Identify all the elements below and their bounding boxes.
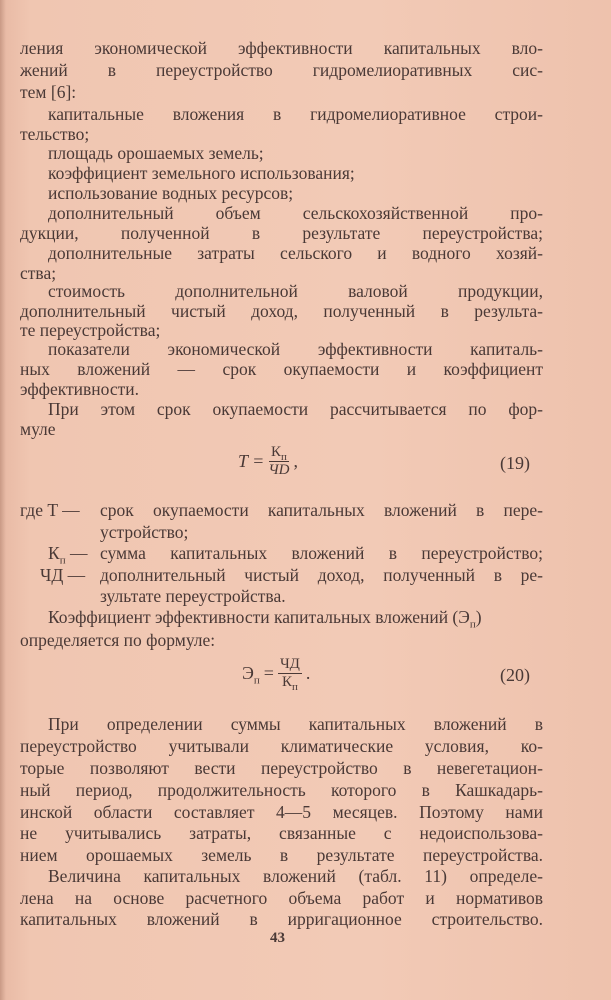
- equation-number: (20): [500, 665, 530, 685]
- subscript: п: [291, 681, 298, 693]
- text-line: При определении суммы капитальных вложений в: [48, 714, 543, 734]
- punct: .: [305, 663, 311, 683]
- text: ): [475, 607, 482, 627]
- symbol: К: [281, 674, 292, 690]
- text-line: капитальных вложений в ирригационное строительство.: [20, 909, 543, 929]
- denominator: [282, 674, 298, 691]
- text-line: дополнительные затраты сельского и водного хозяй-: [48, 243, 543, 263]
- label-text: К: [48, 543, 60, 563]
- numerator: [269, 444, 289, 462]
- definition-label: [48, 543, 88, 567]
- definition-text: сумма капитальных вложений в переустройство;: [100, 543, 543, 563]
- text-line: переустройство учитывали климатические условия, ко-: [20, 736, 543, 756]
- definition-label: ЧД —: [40, 565, 86, 585]
- subscript: п: [253, 674, 260, 687]
- label-dash: —: [65, 543, 88, 563]
- text-line: Величина капитальных вложений (табл. 11) определе-: [48, 866, 543, 886]
- text-line: не учитывались затраты, связанные с недоиспользова-: [20, 823, 543, 843]
- text-line: торые позволяют вести переустройство в невегетацион-: [20, 758, 543, 778]
- text-line: эффективности.: [20, 379, 140, 399]
- fraction: [278, 656, 302, 691]
- page-number: 43: [270, 930, 285, 946]
- definition-text: срок окупаемости капитальных вложений в пере-: [100, 500, 543, 520]
- text-line: определяется по формуле:: [20, 630, 216, 650]
- text-line: ных вложений — срок окупаемости и коэффициент: [20, 359, 543, 379]
- equals: =: [263, 663, 274, 683]
- text-line: ления экономической эффективности капитальных вло-: [20, 38, 543, 58]
- definition-text: устройство;: [100, 522, 189, 542]
- text-line: ства;: [20, 263, 57, 283]
- text-line: тельство;: [20, 124, 90, 144]
- text-line: муле: [20, 419, 56, 439]
- text: Коэффициент эффективности капитальных вложений (Э: [48, 607, 470, 627]
- subscript: п: [469, 618, 476, 631]
- formula-lhs: T =: [238, 451, 265, 471]
- text-line: дополнительный объем сельскохозяйственной про-: [48, 203, 543, 223]
- numerator-symbol: К: [270, 444, 281, 460]
- text-line: лена на основе расчетного объема работ и нормативов: [20, 888, 543, 908]
- fraction: [268, 444, 289, 479]
- text-line: капитальные вложения в гидромелиоративное строи-: [48, 104, 543, 124]
- text-line: инской области составляет 4—5 месяцев. Поэтому нами: [20, 802, 543, 822]
- punct: ,: [293, 451, 299, 471]
- text-line: использование водных ресурсов;: [48, 183, 294, 203]
- text-line: [48, 607, 543, 631]
- text-line: площадь орошаемых земель;: [48, 143, 264, 163]
- denominator: ЧD: [268, 462, 290, 478]
- numerator: ЧД: [279, 656, 300, 672]
- formula-lhs: [242, 663, 260, 687]
- text-line: коэффициент земельного использования;: [48, 163, 355, 183]
- text-line: жений в переустройство гидромелиоративных сис-: [20, 60, 543, 80]
- symbol: Э: [242, 663, 254, 683]
- text-line: ный период, продолжительность которого в Кашкадарь-: [20, 780, 543, 800]
- subscript: п: [59, 554, 66, 567]
- subscript: п: [280, 451, 287, 463]
- definition-text: зультате переустройства.: [100, 586, 286, 606]
- text-line: тем [6]:: [20, 82, 77, 102]
- text-line: дополнительный чистый доход, полученный в результа-: [20, 301, 543, 321]
- text-line: дукции, полученной в результате переустройства;: [20, 223, 543, 243]
- text-line: нием орошаемых земель в результате переустройства.: [20, 845, 543, 865]
- equation-number: (19): [500, 453, 530, 473]
- definition-text: дополнительный чистый доход, полученный в ре-: [100, 565, 543, 585]
- text-line: При этом срок окупаемости рассчитывается по фор-: [48, 399, 543, 419]
- text-line: те переустройства;: [20, 320, 161, 340]
- definition-label: где T —: [20, 500, 80, 520]
- text-line: показатели экономической эффективности капиталь-: [48, 339, 543, 359]
- text-line: стоимость дополнительной валовой продукции,: [48, 281, 543, 301]
